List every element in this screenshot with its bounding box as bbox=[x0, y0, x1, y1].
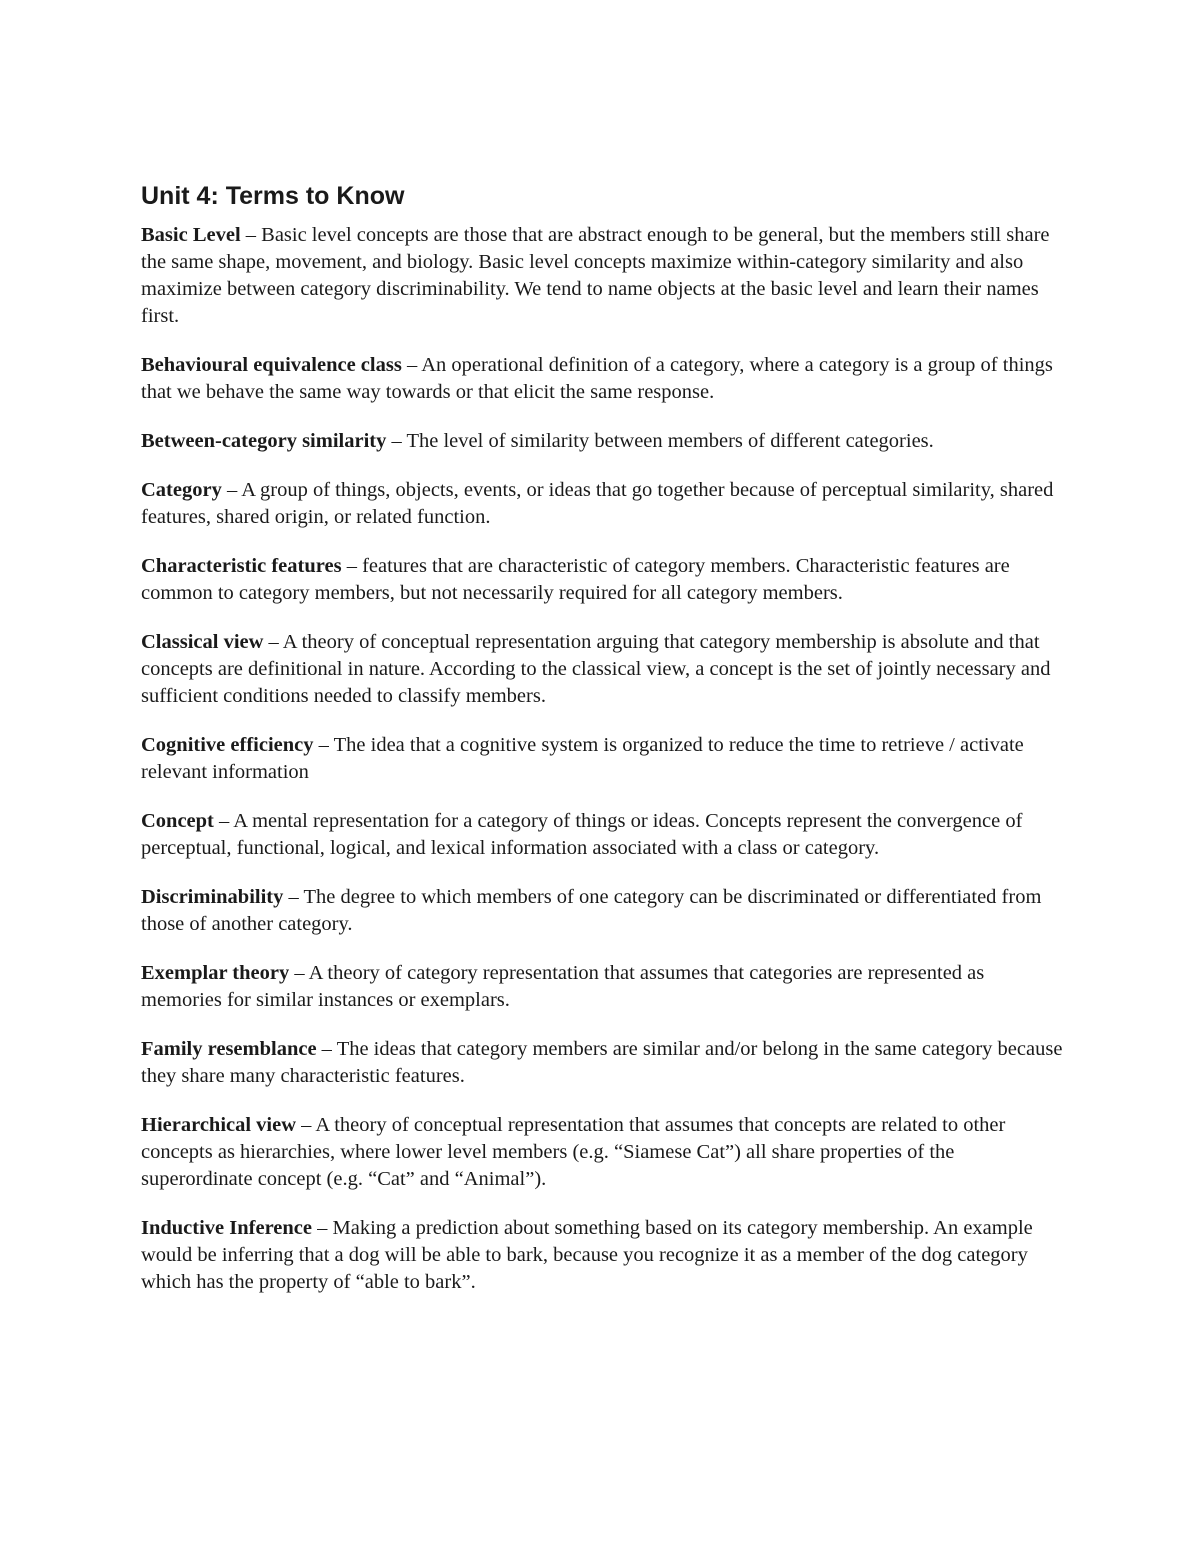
glossary-entry bbox=[141, 477, 1066, 531]
glossary-definition: The degree to which members of one category can be discriminated or differentiated from those of another category. bbox=[141, 886, 1042, 935]
glossary-definition: A theory of conceptual representation arguing that category membership is absolute and that concepts are definitional in nature. According to the classical view, a concept is the set of jointly necessary and sufficient conditions needed to classify members. bbox=[141, 631, 1051, 707]
glossary-term: Cognitive efficiency bbox=[141, 734, 314, 756]
glossary-definition: The level of similarity between members of different categories. bbox=[406, 430, 934, 452]
term-dash: – bbox=[268, 631, 279, 653]
document-content bbox=[141, 180, 1066, 1318]
glossary-entry bbox=[141, 222, 1066, 330]
glossary-term: Category bbox=[141, 479, 222, 501]
term-dash: – bbox=[317, 1217, 328, 1239]
glossary-definition: A theory of conceptual representation that assumes that concepts are related to other concepts as hierarchies, where lower level members (e.g. “Siamese Cat”) all share properties of the superordinate concept (e.g. “Cat” and “Animal”). bbox=[141, 1114, 1006, 1190]
term-dash: – bbox=[318, 734, 329, 756]
glossary-entry bbox=[141, 960, 1066, 1014]
glossary-definition: The idea that a cognitive system is organized to reduce the time to retrieve / activate relevant information bbox=[141, 734, 1024, 783]
glossary-definition: An operational definition of a category, where a category is a group of things that we behave the same way towards or that elicit the same response. bbox=[141, 354, 1053, 403]
glossary-entry bbox=[141, 553, 1066, 607]
glossary-entry bbox=[141, 352, 1066, 406]
glossary-term: Basic Level bbox=[141, 224, 241, 246]
glossary-entry bbox=[141, 428, 1066, 455]
document-title: Unit 4: Terms to Know bbox=[141, 182, 405, 210]
glossary-term: Classical view bbox=[141, 631, 264, 653]
glossary-term: Exemplar theory bbox=[141, 962, 290, 984]
glossary-definition: A mental representation for a category of things or ideas. Concepts represent the convergence of perceptual, functional, logical, and lexical information associated with a class or category. bbox=[141, 810, 1023, 859]
term-dash: – bbox=[346, 555, 357, 577]
glossary-term: Family resemblance bbox=[141, 1038, 317, 1060]
glossary-definition: The ideas that category members are similar and/or belong in the same category because they share many characteristic features. bbox=[141, 1038, 1063, 1087]
glossary-entry bbox=[141, 1036, 1066, 1090]
glossary-term: Discriminability bbox=[141, 886, 284, 908]
term-dash: – bbox=[226, 479, 238, 501]
glossary-list bbox=[141, 222, 1066, 1296]
glossary-entry bbox=[141, 1112, 1066, 1193]
glossary-term: Concept bbox=[141, 810, 214, 832]
glossary-definition: A group of things, objects, events, or ideas that go together because of perceptual similarity, shared features, shared origin, or related function. bbox=[141, 479, 1054, 528]
glossary-entry bbox=[141, 629, 1066, 710]
glossary-term: Between-category similarity bbox=[141, 430, 387, 452]
glossary-definition: Making a prediction about something based on its category membership. An example would be inferring that a dog will be able to bark, because you recognize it as a member of the dog category which has the property of “able to bark”. bbox=[141, 1217, 1033, 1293]
glossary-entry bbox=[141, 884, 1066, 938]
term-dash: – bbox=[301, 1114, 312, 1136]
term-dash: – bbox=[294, 962, 305, 984]
glossary-definition: Basic level concepts are those that are abstract enough to be general, but the members still share the same shape, movement, and biology. Basic level concepts maximize within-category similarity and also maximize between category discriminability. We tend to name objects at the basic level and learn their names first. bbox=[141, 224, 1050, 327]
glossary-term: Hierarchical view bbox=[141, 1114, 297, 1136]
term-dash: – bbox=[406, 354, 418, 376]
term-dash: – bbox=[321, 1038, 332, 1060]
glossary-definition: A theory of category representation that assumes that categories are represented as memories for similar instances or exemplars. bbox=[141, 962, 985, 1011]
term-dash: – bbox=[245, 224, 257, 246]
term-dash: – bbox=[391, 430, 402, 452]
glossary-definition: features that are characteristic of category members. Characteristic features are common to category members, but not necessarily required for all category members. bbox=[141, 555, 1010, 604]
glossary-entry bbox=[141, 808, 1066, 862]
term-dash: – bbox=[219, 810, 230, 832]
term-dash: – bbox=[288, 886, 299, 908]
glossary-term: Inductive Inference bbox=[141, 1217, 313, 1239]
glossary-entry bbox=[141, 1215, 1066, 1296]
glossary-term: Behavioural equivalence class bbox=[141, 354, 402, 376]
glossary-entry bbox=[141, 732, 1066, 786]
glossary-term: Characteristic features bbox=[141, 555, 342, 577]
